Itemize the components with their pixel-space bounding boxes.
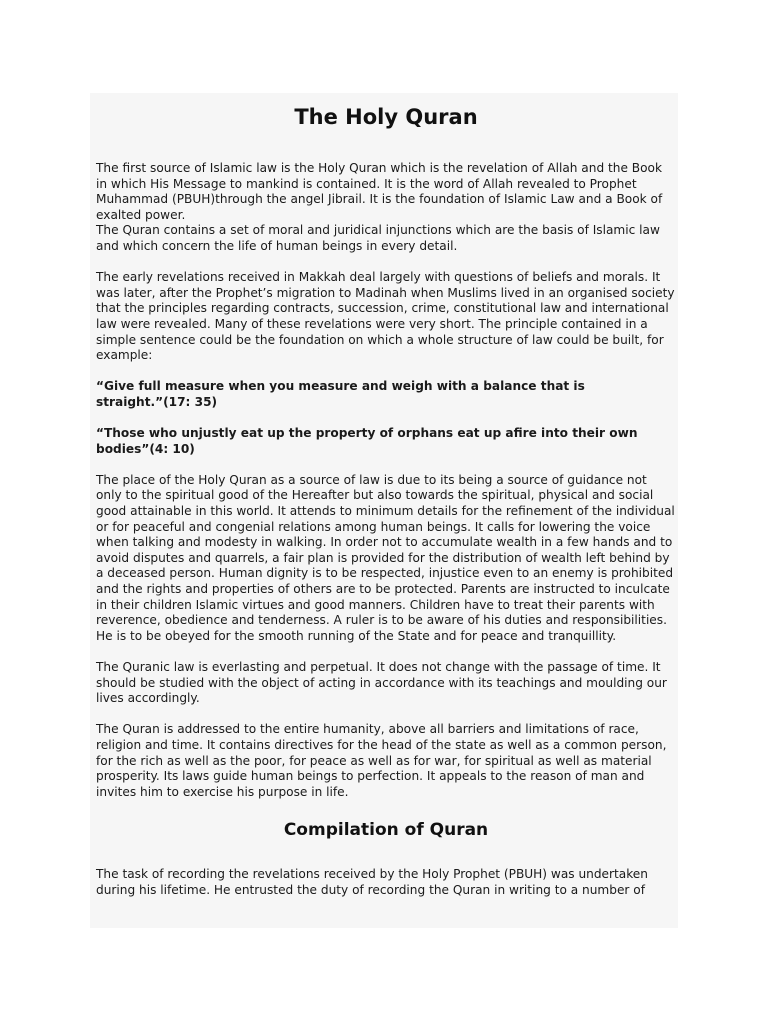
document-content [96, 93, 676, 899]
document-page [90, 93, 678, 928]
quote-full-measure: “Give full measure when you measure and weigh with a balance that is straight.”(17: 35) [96, 379, 585, 409]
page-title: The Holy Quran [294, 105, 478, 129]
paragraph-entire-humanity: The Quran is addressed to the entire humanity, above all barriers and limitations of race, religion and time. It contains directives for the head of the state as well as a common person, for the rich as well as the poor, for peace as well as for war, for spiritual as well as material prosperity. Its laws guide human beings to perfection. It appeals to the reason of man and invites him to exercise his purpose in life. [96, 722, 667, 799]
paragraph-early-revelations: The early revelations received in Makkah deal largely with questions of beliefs and morals. It was later, after the Prophet’s migration to Madinah when Muslims lived in an organised society that the principles regarding contracts, succession, crime, constitutional law and international law were revealed. Many of these revelations were very short. The principle contained in a simple sentence could be the foundation on which a whole structure of law could be built, for example: [96, 270, 675, 363]
quote-orphans-property: “Those who unjustly eat up the property of orphans eat up afire into their own bodies”(4: 10) [96, 426, 638, 456]
paragraph-source-of-guidance: The place of the Holy Quran as a source of law is due to its being a source of guidance not only to the spiritual good of the Hereafter but also towards the spiritual, physical and social good attainable in this world. It attends to minimum details for the refinement of the individual or for peaceful and congenial relations among human beings. It calls for lowering the voice when talking and modesty in walking. In order not to accumulate wealth in a few hands and to avoid disputes and quarrels, a fair plan is provided for the distribution of wealth left behind by a deceased person. Human dignity is to be respected, injustice even to an enemy is prohibited and the rights and properties of others are to be protected. Parents are instructed to inculcate in their children Islamic virtues and good manners. Children have to treat their parents with reverence, obedience and tenderness. A ruler is to be aware of his duties and responsibilities. He is to be obeyed for the smooth running of the State and for peace and tranquillity. [96, 472, 675, 643]
paragraph-everlasting-law: The Quranic law is everlasting and perpetual. It does not change with the passage of time. It should be studied with the object of acting in accordance with its teachings and moulding our lives accordingly. [96, 660, 667, 706]
paragraph-moral-injunctions: The Quran contains a set of moral and juridical injunctions which are the basis of Islamic law and which concern the life of human beings in every detail. [96, 223, 660, 253]
paragraph-recording-revelations: The task of recording the revelations received by the Holy Prophet (PBUH) was undertaken during his lifetime. He entrusted the duty of recording the Quran in writing to a number of [96, 867, 648, 897]
section-heading-compilation: Compilation of Quran [283, 820, 489, 841]
paragraph-first-source: The first source of Islamic law is the Holy Quran which is the revelation of Allah and the Book in which His Message to mankind is contained. It is the word of Allah revealed to Prophet Muhammad (PBUH)through the angel Jibrail. It is the foundation of Islamic Law and a Book of exalted power. [96, 161, 663, 222]
